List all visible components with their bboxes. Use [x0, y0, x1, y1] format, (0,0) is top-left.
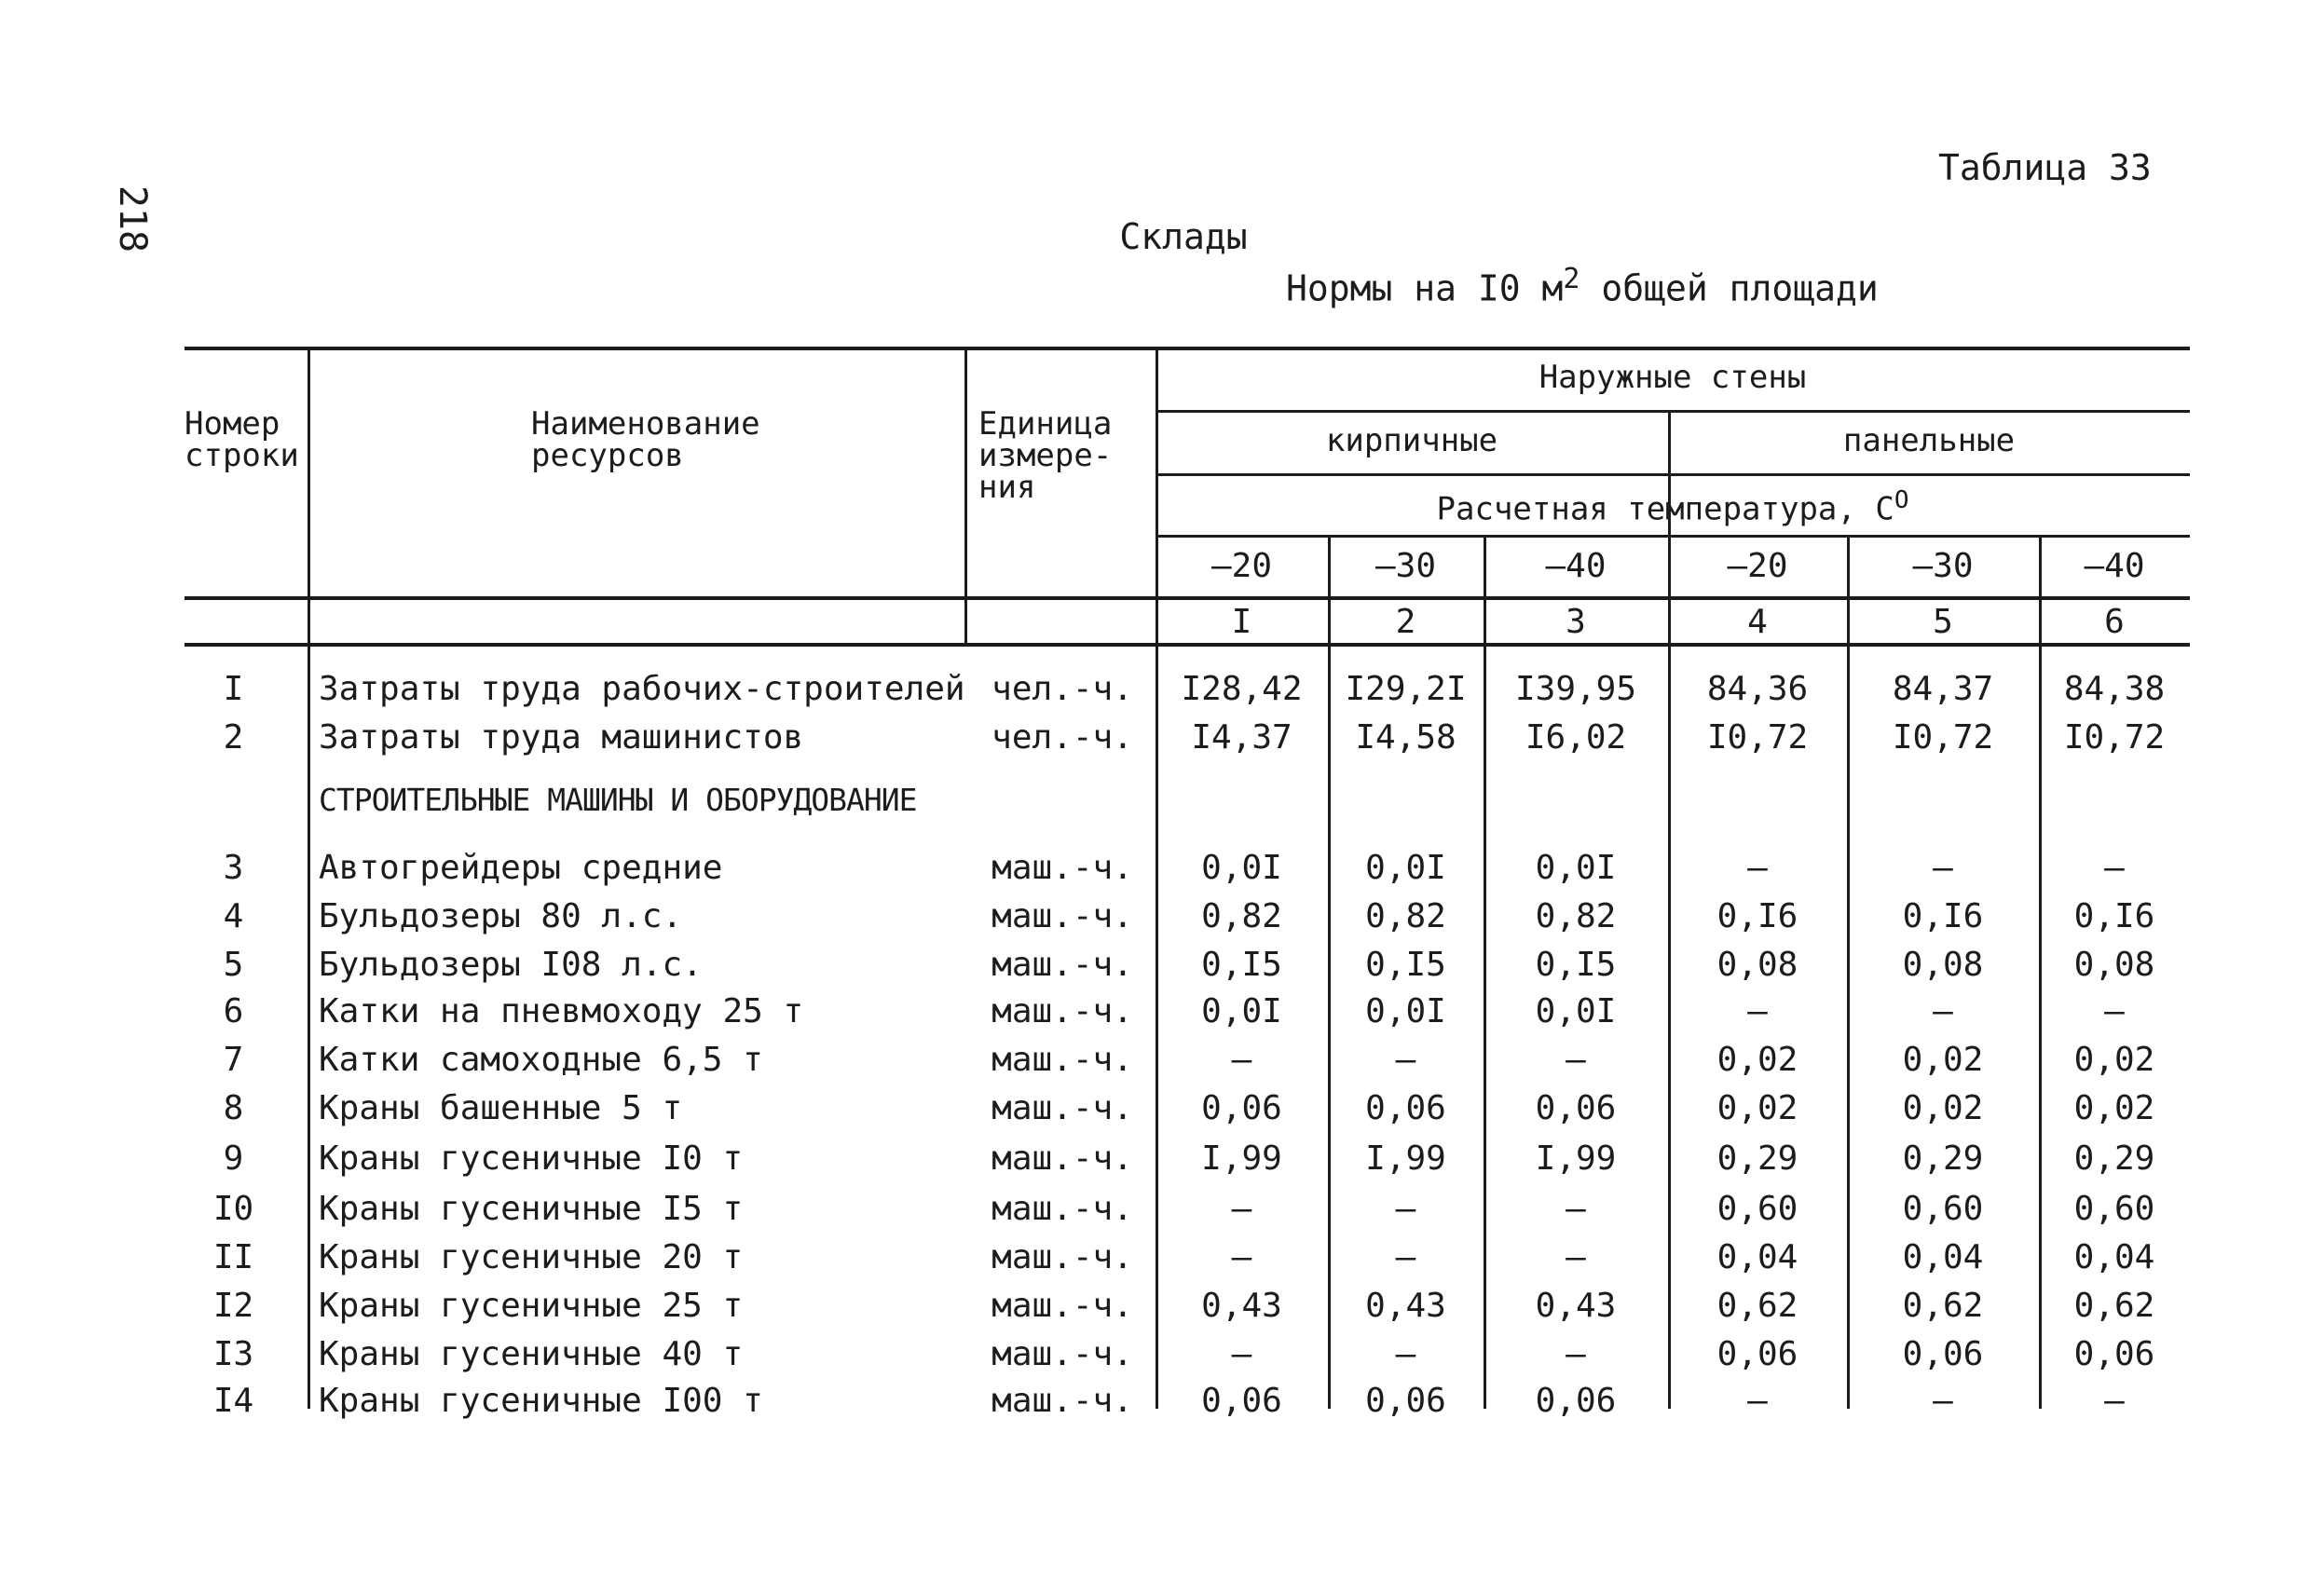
- table-label: Таблица 33: [1938, 147, 2152, 188]
- value-cell: I,99: [1201, 1139, 1282, 1178]
- value-cell: 0,06: [1201, 1382, 1282, 1420]
- value-cell: I39,95: [1514, 670, 1637, 708]
- value-cell: I6,02: [1525, 718, 1627, 757]
- unit-of-measure: маш.-ч.: [991, 1190, 1133, 1228]
- temp-col-5: –30: [1912, 547, 1974, 585]
- value-cell: –: [1395, 1041, 1416, 1079]
- value-cell: 0,I6: [1902, 897, 1984, 935]
- value-cell: 0,0I: [1535, 992, 1617, 1030]
- unit-of-measure: маш.-ч.: [991, 897, 1133, 935]
- unit-of-measure: маш.-ч.: [991, 1335, 1133, 1373]
- header-design-temperature: [1156, 486, 2190, 528]
- degree-superscript: O: [1894, 486, 1909, 514]
- table-top-rule: [185, 347, 2190, 350]
- value-cell: –: [1395, 1190, 1416, 1228]
- value-cell: 0,06: [1201, 1089, 1282, 1127]
- page-number: 218: [111, 184, 154, 253]
- value-cell: 0,06: [1902, 1335, 1984, 1373]
- resource-name: Краны гусеничные 25 т: [319, 1287, 744, 1325]
- value-cell: I4,58: [1355, 718, 1456, 757]
- value-cell: I0,72: [1892, 718, 1994, 757]
- header-row-number: Номер строки: [185, 405, 299, 474]
- value-cell: 0,08: [2073, 946, 2155, 984]
- resource-name: Затраты труда рабочих-строителей: [319, 670, 965, 708]
- value-cell: 0,82: [1535, 897, 1617, 935]
- row-number: 9: [223, 1139, 244, 1178]
- row-number: 3: [223, 849, 244, 887]
- value-cell: 0,60: [2073, 1190, 2155, 1228]
- col-number-5: 5: [1933, 603, 1953, 641]
- col-number-6: 6: [2104, 603, 2125, 641]
- value-cell: 0,29: [2073, 1139, 2155, 1178]
- unit-of-measure: маш.-ч.: [991, 1139, 1133, 1178]
- resource-name: Автогрейдеры средние: [319, 849, 723, 887]
- row-number: I: [223, 670, 244, 708]
- resource-name: Бульдозеры 80 л.с.: [319, 897, 683, 935]
- value-cell: 0,62: [2073, 1287, 2155, 1325]
- unit-of-measure: маш.-ч.: [991, 1287, 1133, 1325]
- row-number: 6: [223, 992, 244, 1030]
- unit-of-measure: чел.-ч.: [991, 718, 1133, 757]
- header-resource-name: Наименование ресурсов: [531, 405, 760, 474]
- value-cell: 0,02: [1902, 1041, 1984, 1079]
- value-cell: 0,62: [1716, 1287, 1798, 1325]
- value-cell: 0,I5: [1201, 946, 1282, 984]
- value-cell: 0,29: [1716, 1139, 1798, 1178]
- value-cell: I28,42: [1181, 670, 1303, 708]
- temp-col-1: –20: [1210, 547, 1273, 585]
- value-cell: 0,0I: [1365, 849, 1446, 887]
- subtitle-superscript: 2: [1563, 263, 1580, 295]
- value-cell: 0,02: [1902, 1089, 1984, 1127]
- row-number: I3: [212, 1335, 254, 1373]
- value-cell: 0,I5: [1365, 946, 1446, 984]
- col-divider-1: [308, 347, 310, 1409]
- value-cell: 0,43: [1201, 1287, 1282, 1325]
- resource-name: Затраты труда машинистов: [319, 718, 804, 757]
- header-rule-walls: [1156, 410, 2190, 413]
- value-cell: 0,04: [1716, 1238, 1798, 1276]
- unit-of-measure: маш.-ч.: [991, 1238, 1133, 1276]
- temp-col-2: –30: [1374, 547, 1437, 585]
- col-number-3: 3: [1566, 603, 1586, 641]
- value-cell: –: [1747, 849, 1768, 887]
- value-cell: –: [1231, 1335, 1252, 1373]
- value-cell: I,99: [1535, 1139, 1617, 1178]
- value-cell: –: [2104, 1382, 2125, 1420]
- value-cell: 0,06: [1365, 1382, 1446, 1420]
- header-outer-walls: Наружные стены: [1538, 359, 1807, 396]
- value-cell: –: [2104, 849, 2125, 887]
- value-cell: –: [1395, 1335, 1416, 1373]
- value-cell: –: [1231, 1041, 1252, 1079]
- value-cell: –: [1747, 992, 1768, 1030]
- value-cell: 0,02: [1716, 1041, 1798, 1079]
- table-subtitle: [1286, 263, 1879, 309]
- value-cell: 0,04: [1902, 1238, 1984, 1276]
- value-cell: 0,60: [1902, 1190, 1984, 1228]
- row-number: 7: [223, 1041, 244, 1079]
- table-title: Склады: [1119, 216, 1248, 257]
- value-cell: –: [1395, 1238, 1416, 1276]
- value-cell: 0,82: [1365, 897, 1446, 935]
- value-cell: I29,2I: [1345, 670, 1467, 708]
- subtitle-rest: общей площади: [1579, 267, 1879, 309]
- row-number: I0: [212, 1190, 254, 1228]
- header-brick: кирпичные: [1325, 422, 1498, 459]
- value-cell: 0,06: [1535, 1382, 1617, 1420]
- value-cell: 0,0I: [1535, 849, 1617, 887]
- row-number: 8: [223, 1089, 244, 1127]
- resource-name: Бульдозеры I08 л.с.: [319, 946, 703, 984]
- value-cell: 0,02: [1716, 1089, 1798, 1127]
- temp-col-3: –40: [1545, 547, 1607, 585]
- value-cell: –: [1566, 1335, 1586, 1373]
- value-cell: 0,43: [1535, 1287, 1617, 1325]
- temp-col-4: –20: [1727, 547, 1788, 585]
- value-cell: 0,06: [1716, 1335, 1798, 1373]
- value-cell: –: [1566, 1041, 1586, 1079]
- unit-of-measure: маш.-ч.: [991, 992, 1133, 1030]
- value-cell: I0,72: [2063, 718, 2166, 757]
- temp-col-6: –40: [2084, 547, 2145, 585]
- unit-of-measure: маш.-ч.: [991, 1089, 1133, 1127]
- value-cell: I0,72: [1706, 718, 1809, 757]
- value-cell: –: [1231, 1190, 1252, 1228]
- subtitle-text: Нормы на I0 м: [1286, 267, 1564, 309]
- resource-name: Катки самоходные 6,5 т: [319, 1041, 763, 1079]
- value-cell: 0,04: [2073, 1238, 2155, 1276]
- value-cell: 0,06: [1365, 1089, 1446, 1127]
- resource-name: Краны гусеничные I0 т: [319, 1139, 744, 1178]
- row-number: 4: [223, 897, 244, 935]
- value-cell: 0,29: [1902, 1139, 1984, 1178]
- value-cell: –: [1566, 1238, 1586, 1276]
- value-cell: 0,82: [1201, 897, 1282, 935]
- col-number-1: I: [1231, 603, 1252, 641]
- header-rule-type: [1156, 473, 2190, 476]
- value-cell: –: [1231, 1238, 1252, 1276]
- value-cell: 0,0I: [1365, 992, 1446, 1030]
- row-number: 2: [223, 718, 244, 757]
- header-rule-temp: [1156, 535, 2190, 538]
- resource-name: Краны башенные 5 т: [319, 1089, 683, 1127]
- value-cell: 0,0I: [1201, 849, 1282, 887]
- resource-name: Катки на пневмоходу 25 т: [319, 992, 804, 1030]
- header-panel: панельные: [1842, 422, 2016, 459]
- value-cell: 84,37: [1892, 670, 1994, 708]
- unit-of-measure: маш.-ч.: [991, 849, 1133, 887]
- value-cell: –: [1747, 1382, 1768, 1420]
- design-temperature-label: Расчетная температура, С: [1436, 490, 1894, 528]
- row-number: I2: [212, 1287, 254, 1325]
- col-number-4: 4: [1747, 603, 1768, 641]
- unit-of-measure: маш.-ч.: [991, 1041, 1133, 1079]
- header-rule-bottom: [185, 596, 2190, 600]
- col-divider-2: [964, 347, 967, 645]
- resource-name: Краны гусеничные 20 т: [319, 1238, 744, 1276]
- value-cell: I4,37: [1191, 718, 1292, 757]
- unit-of-measure: маш.-ч.: [991, 1382, 1133, 1420]
- value-cell: 0,0I: [1201, 992, 1282, 1030]
- resource-name: Краны гусеничные I00 т: [319, 1382, 763, 1420]
- resource-name: Краны гусеничные 40 т: [319, 1335, 744, 1373]
- section-heading: СТРОИТЕЛЬНЫЕ МАШИНЫ И ОБОРУДОВАНИЕ: [319, 782, 917, 818]
- value-cell: 0,I6: [2073, 897, 2155, 935]
- row-number: II: [212, 1238, 254, 1276]
- value-cell: 0,I5: [1535, 946, 1617, 984]
- resource-name: Краны гусеничные I5 т: [319, 1190, 744, 1228]
- col-number-2: 2: [1395, 603, 1416, 641]
- value-cell: 0,I6: [1716, 897, 1798, 935]
- value-cell: 0,60: [1716, 1190, 1798, 1228]
- unit-of-measure: маш.-ч.: [991, 946, 1133, 984]
- value-cell: 0,06: [1535, 1089, 1617, 1127]
- column-number-rule: [185, 643, 2190, 647]
- value-cell: 0,08: [1716, 946, 1798, 984]
- row-number: I4: [212, 1382, 254, 1420]
- value-cell: –: [1933, 992, 1953, 1030]
- value-cell: 0,08: [1902, 946, 1984, 984]
- value-cell: 0,02: [2073, 1041, 2155, 1079]
- value-cell: –: [1566, 1190, 1586, 1228]
- value-cell: –: [1933, 849, 1953, 887]
- value-cell: –: [1933, 1382, 1953, 1420]
- value-cell: 0,43: [1365, 1287, 1446, 1325]
- value-cell: 84,38: [2063, 670, 2166, 708]
- header-unit: Единица измере- ния: [978, 405, 1113, 506]
- row-number: 5: [223, 946, 244, 984]
- unit-of-measure: чел.-ч.: [991, 670, 1133, 708]
- value-cell: I,99: [1365, 1139, 1446, 1178]
- value-cell: 0,06: [2073, 1335, 2155, 1373]
- value-cell: –: [2104, 992, 2125, 1030]
- value-cell: 0,62: [1902, 1287, 1984, 1325]
- value-cell: 0,02: [2073, 1089, 2155, 1127]
- value-cell: 84,36: [1706, 670, 1809, 708]
